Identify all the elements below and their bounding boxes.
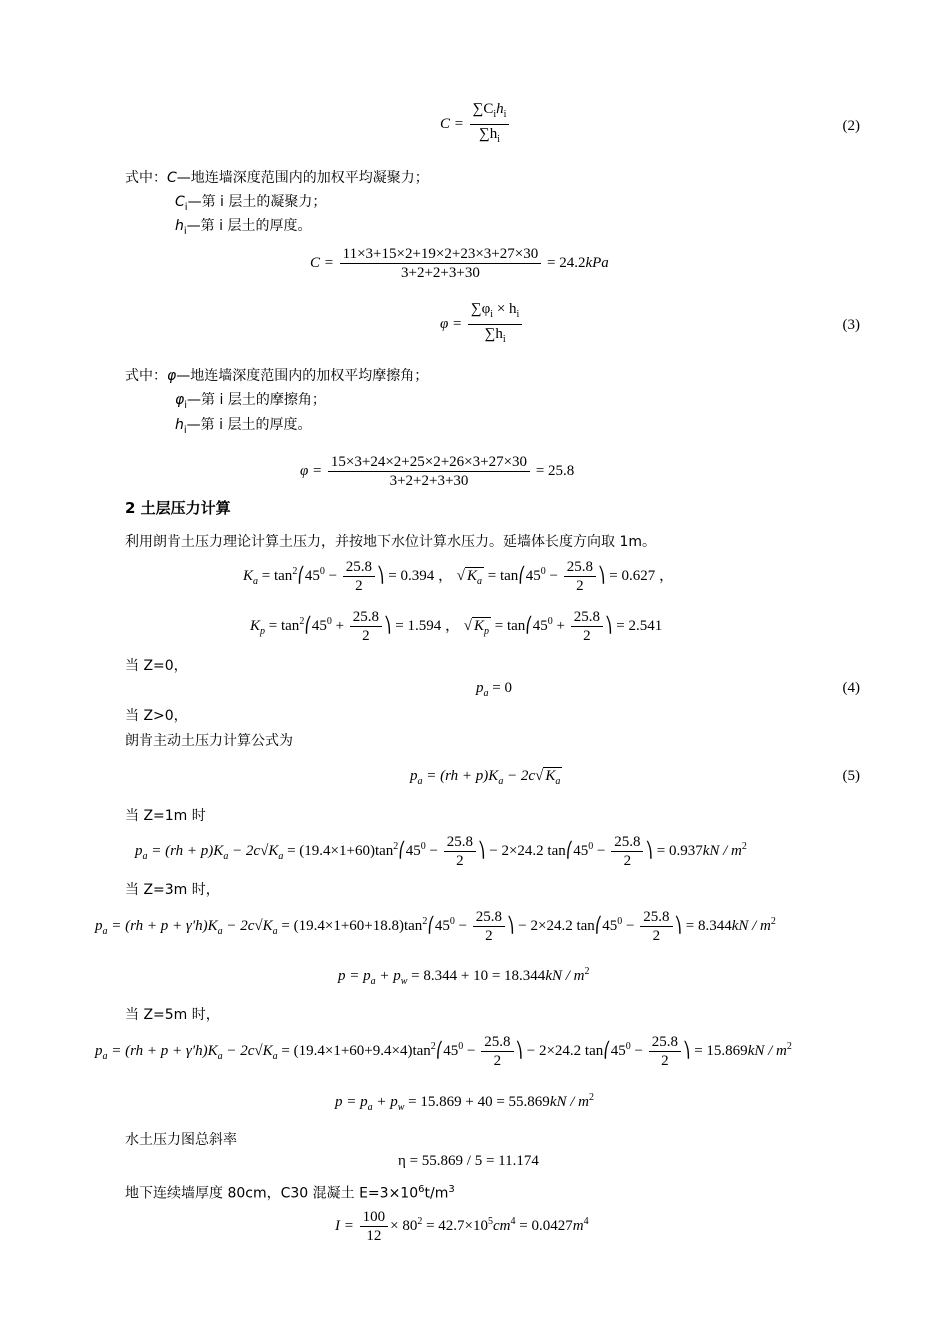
z5-part2-sub: a bbox=[272, 1050, 278, 1062]
z5-frac2 bbox=[649, 1033, 681, 1070]
z5-total-sub1: a bbox=[367, 1102, 373, 1113]
z5-total bbox=[335, 1092, 594, 1113]
kp-sym: K bbox=[250, 617, 261, 634]
eq5-p: p bbox=[410, 768, 418, 784]
sqrt-kp-root: √ bbox=[463, 617, 472, 634]
def-hi-line bbox=[175, 216, 311, 242]
def-phi-text: —地连墙深度范围内的加权平均摩擦角； bbox=[176, 368, 429, 384]
def-ci-line bbox=[175, 192, 326, 218]
z1-frac1 bbox=[444, 833, 476, 870]
wall-text: 地下连续墙厚度 80cm，C30 混凝土 E=3×10 bbox=[125, 1185, 419, 1202]
ka-frac-num: 25.8 bbox=[345, 559, 373, 575]
def-phi-hi-sym: h bbox=[175, 417, 184, 433]
calc-phi bbox=[300, 453, 574, 490]
z1-frac2-den: 2 bbox=[611, 851, 643, 870]
def-hi-sym: h bbox=[175, 218, 184, 234]
kp-frac-num: 25.8 bbox=[352, 609, 380, 625]
sqrt-kp-plus: + bbox=[552, 617, 569, 634]
calc-phi-lhs: φ = bbox=[300, 462, 323, 479]
z5-frac2-num: 25.8 bbox=[651, 1034, 678, 1050]
equation-4 bbox=[476, 680, 512, 699]
sqrt-ka-sub: a bbox=[477, 575, 482, 587]
sqrt-kp-frac-den: 2 bbox=[571, 626, 603, 645]
ka-fraction bbox=[343, 558, 375, 595]
z5-part1-sub: a bbox=[217, 1050, 223, 1062]
sqrt-kp-sym: K bbox=[473, 617, 484, 634]
z3-total-sub1: a bbox=[370, 976, 376, 987]
z3-frac2-den: 2 bbox=[640, 926, 672, 945]
inertia-lhs: I = bbox=[335, 1217, 354, 1234]
z3-p-sub: a bbox=[102, 925, 108, 937]
inertia-rhs4: = 0.0427 bbox=[515, 1217, 573, 1234]
calc-c-unit: kPa bbox=[585, 254, 609, 271]
kp-fraction bbox=[350, 608, 382, 645]
inertia-rhs3-sup: 4 bbox=[510, 1215, 516, 1227]
eq2-number: (2) bbox=[842, 118, 860, 134]
eq4-p: p bbox=[476, 680, 484, 696]
z1-part2: − 2c√K bbox=[228, 842, 279, 859]
z3-part6: ⎞ − 2×24.2 tan⎛45 bbox=[507, 917, 618, 934]
ka-tan: = tan bbox=[261, 567, 293, 584]
z5-frac1-num: 25.8 bbox=[484, 1034, 511, 1050]
z3-part1: = (rh + p + γ′h)K bbox=[107, 917, 218, 934]
sqrt-ka-tan: = tan⎛45 bbox=[484, 567, 541, 584]
z5-unit: kN / m bbox=[747, 1042, 787, 1059]
eq3-den: ∑h bbox=[484, 326, 503, 342]
z1-part4: ⎛45 bbox=[398, 842, 421, 859]
z5-part4: ⎛45 bbox=[435, 1042, 459, 1059]
eq5-p-sub: a bbox=[417, 776, 423, 787]
z3-total-unit: kN / m bbox=[545, 968, 585, 984]
z5-p: p bbox=[95, 1042, 103, 1059]
wall-unit: t/m bbox=[424, 1185, 449, 1202]
inertia-rhs1-sup: 2 bbox=[417, 1215, 423, 1227]
sqrt-kp-frac-num: 25.8 bbox=[573, 609, 601, 625]
z1-part6: ⎞ − 2×24.2 tan⎛45 bbox=[478, 842, 589, 859]
z1-part1: = (rh + p)K bbox=[147, 842, 224, 859]
eq3-fraction bbox=[468, 300, 522, 349]
z0-label: 当 Z=0， bbox=[125, 658, 188, 674]
z5-part1: = (rh + p + γ′h)K bbox=[107, 1042, 218, 1059]
z3-unit: kN / m bbox=[731, 917, 771, 934]
eq5-number: (5) bbox=[842, 768, 860, 784]
z3-frac1 bbox=[473, 908, 505, 945]
ka-minus: − bbox=[324, 567, 341, 584]
z3-p: p bbox=[95, 917, 103, 934]
z5-part6: ⎞ − 2×24.2 tan⎛45 bbox=[515, 1042, 626, 1059]
eq5-k-sub: a bbox=[555, 776, 561, 787]
sqrt-ka-sym: K bbox=[466, 567, 477, 584]
kp-paren-open: ⎛45 bbox=[304, 617, 327, 634]
z3-total bbox=[338, 966, 589, 987]
ka-frac-den: 2 bbox=[343, 576, 375, 595]
z3-part1-sub: a bbox=[217, 925, 223, 937]
slope-label: 水土压力图总斜率 bbox=[125, 1132, 237, 1148]
z3-frac2-num: 25.8 bbox=[643, 909, 670, 925]
def-phii-sym: φ bbox=[175, 392, 185, 408]
eq3-number: (3) bbox=[842, 317, 860, 333]
wall-sup: 6 bbox=[418, 1184, 425, 1195]
z5-frac1-den: 2 bbox=[481, 1051, 513, 1070]
z1-p-sub: a bbox=[142, 850, 148, 862]
z5-part3: = (19.4×1+60+9.4×4)tan bbox=[277, 1042, 431, 1059]
z3-part5: − bbox=[454, 917, 471, 934]
z1-frac2-num: 25.8 bbox=[614, 834, 641, 850]
z5-total-rhs: = 15.869 + 40 = 55.869 bbox=[404, 1094, 550, 1110]
eq2-den-sub: i bbox=[497, 134, 501, 145]
calc-c-den: 3+2+2+3+30 bbox=[340, 263, 542, 282]
z1-part8: ⎞ = 0.937 bbox=[645, 842, 703, 859]
equation-3 bbox=[440, 300, 524, 349]
def-c-sym: C bbox=[167, 170, 177, 186]
z5-total-mid: + p bbox=[372, 1094, 398, 1110]
sqrt-ka-minus: − bbox=[545, 567, 562, 584]
z5-total-sup: 2 bbox=[588, 1092, 594, 1103]
wall-unit-sup: 3 bbox=[448, 1184, 455, 1195]
def-phii-text: —第 i 层土的摩擦角； bbox=[187, 392, 326, 408]
z5-equation: $p_a = (rh + p + \gamma'h)K_a - 2c√K_a$ = $(19.4\times 1+60+9.4\times 4)\tan^2⎛45^0$ − $\frac{25.8}{2}$ ⎞ − 2×24.2 $\tan⎛45^0$ − $\frac{25.8}{2}$ ⎞ = $15.869kN / m^2$ bbox=[95, 1034, 792, 1069]
eq3-den-sub: i bbox=[502, 334, 506, 345]
eq2-num-sub: i bbox=[493, 109, 497, 120]
z3-part7: − bbox=[622, 917, 639, 934]
calc-phi-num: 15×3+24×2+25×2+26×3+27×30 bbox=[330, 454, 528, 470]
def-ci-sub: i bbox=[184, 201, 188, 213]
z1-part1-sub: a bbox=[223, 850, 229, 862]
eq3-num: ∑φ bbox=[470, 301, 491, 317]
z1-unit-sup: 2 bbox=[741, 840, 747, 852]
eq3-lhs: φ = bbox=[440, 315, 463, 332]
z5-part7: − bbox=[630, 1042, 647, 1059]
calc-c-fraction bbox=[340, 245, 542, 282]
def-ci-sym: C bbox=[175, 194, 185, 210]
inertia-fraction bbox=[360, 1208, 389, 1245]
eq2-num2-sub: i bbox=[503, 109, 507, 120]
eq4-sub: a bbox=[483, 688, 489, 699]
slope-equation: η = 55.869 / 5 = 11.174 bbox=[398, 1153, 539, 1169]
def-c-text: —地连墙深度范围内的加权平均凝聚力； bbox=[176, 170, 429, 186]
def-phi-hi-text: —第 i 层土的厚度。 bbox=[186, 417, 312, 433]
sqrt-ka-fraction bbox=[564, 558, 596, 595]
def-phi-sym: φ bbox=[167, 368, 177, 384]
z5-total-unit: kN / m bbox=[549, 1094, 589, 1110]
inertia-rhs2-sup: 5 bbox=[488, 1215, 494, 1227]
def-phi-prefix: 式中： bbox=[125, 368, 167, 384]
z3-total-sup: 2 bbox=[584, 966, 590, 977]
def-ci-text: —第 i 层土的凝聚力； bbox=[187, 194, 327, 210]
def-phii-line bbox=[175, 390, 326, 416]
wall-line bbox=[125, 1180, 455, 1204]
z3-part2: − 2c√K bbox=[222, 917, 273, 934]
sqrt-ka-result: ⎞ = 0.627 ， bbox=[598, 567, 674, 584]
def-phi-hi-sub: i bbox=[183, 424, 187, 436]
z1-part3: = (19.4×1+60)tan bbox=[283, 842, 394, 859]
def-c-prefix: 式中： bbox=[125, 170, 167, 186]
calc-c-rhs: = 24.2 bbox=[546, 254, 586, 271]
eq4-rhs: = 0 bbox=[488, 680, 512, 696]
eq3-num-rest-sub: i bbox=[516, 309, 520, 320]
eq2-den: ∑h bbox=[479, 126, 498, 142]
ka-result: ⎞ = 0.394 ， bbox=[377, 567, 453, 584]
z3-unit-sup: 2 bbox=[770, 915, 776, 927]
z3-part8: ⎞ = 8.344 bbox=[674, 917, 732, 934]
z3-frac1-den: 2 bbox=[473, 926, 505, 945]
sqrt-kp-fraction bbox=[571, 608, 603, 645]
z3-label: 当 Z=3m 时， bbox=[125, 882, 220, 898]
kp-tan: = tan bbox=[268, 617, 300, 634]
calc-c bbox=[310, 245, 609, 282]
z5-label: 当 Z=5m 时， bbox=[125, 1007, 220, 1023]
z3-part2-sub: a bbox=[272, 925, 278, 937]
z5-part5: − bbox=[463, 1042, 480, 1059]
inertia-rhs1: × 80 bbox=[390, 1217, 418, 1234]
def-phi-line bbox=[125, 366, 428, 386]
section-2-heading: 2 土层压力计算 bbox=[125, 499, 231, 517]
eq5-mid: = (rh + p)K bbox=[422, 768, 499, 784]
eq2-fraction bbox=[470, 100, 510, 149]
z1-unit: kN / m bbox=[702, 842, 742, 859]
z5-part2: − 2c√K bbox=[222, 1042, 273, 1059]
inertia-rhs5-sup: 4 bbox=[583, 1215, 589, 1227]
calc-c-num: 11×3+15×2+19×2+23×3+27×30 bbox=[342, 246, 539, 262]
def-hi-sub: i bbox=[183, 225, 187, 237]
eq2-lhs: C = bbox=[440, 115, 464, 132]
eq2-num2: h bbox=[496, 101, 504, 117]
z3-total-rhs: = 8.344 + 10 = 18.344 bbox=[407, 968, 546, 984]
z3-frac2 bbox=[640, 908, 672, 945]
z3-total-mid: + p bbox=[375, 968, 401, 984]
zgt0-text: 朗肯主动土压力计算公式为 bbox=[125, 733, 293, 749]
ka-paren-open: ⎛45 bbox=[297, 567, 320, 584]
equation-2 bbox=[440, 100, 511, 149]
z1-part2-sub: a bbox=[278, 850, 284, 862]
z5-part8: ⎞ = 15.869 bbox=[682, 1042, 748, 1059]
def-hi-text: —第 i 层土的厚度。 bbox=[186, 218, 312, 234]
inertia-rhs5: m bbox=[572, 1217, 584, 1234]
z1-part7: − bbox=[593, 842, 610, 859]
z3-frac1-num: 25.8 bbox=[475, 909, 503, 925]
z3-equation: $p_a = (rh + p + \gamma'h)K_a - 2c√K_a$ = $(19.4\times 1+60+18.8)\tan^2⎛45^0$ − $\frac{25.8}{2}$ ⎞ − 2×24.2 $\tan⎛45^0$ − $\frac{25.8}{2}$ ⎞ = $8.344kN / m^2$ bbox=[95, 909, 776, 944]
sqrt-kp-sub: p bbox=[484, 625, 489, 637]
z5-unit-sup: 2 bbox=[786, 1040, 792, 1052]
inertia-rhs3: cm bbox=[493, 1217, 511, 1234]
sqrt-ka-frac-num: 25.8 bbox=[566, 559, 594, 575]
z3-part3: = (19.4×1+60+18.8)tan bbox=[277, 917, 423, 934]
kp-plus: + bbox=[331, 617, 348, 634]
inertia-num: 100 bbox=[362, 1209, 386, 1225]
kp-line: $K_p$ = $\tan^2⎛45^0$ + $\frac{25.8}{2}$ ⎞ = 1.594 ， √ $K_p$ = $\tan⎛45^0$ + $\frac{25.8}{2}$ ⎞ = 2.541 bbox=[250, 609, 663, 644]
z3-total-sub2: w bbox=[400, 976, 408, 987]
z3-part4: ⎛45 bbox=[427, 917, 450, 934]
inertia-den: 12 bbox=[360, 1226, 389, 1245]
ka-line: $K_a$ = $\tan^2⎛45^0$ − $\frac{25.8}{2}$ ⎞ = 0.394 ， √ $K_a$ = $\tan⎛45^0$ − $\frac{25.8}{2}$ ⎞ = 0.627 ， bbox=[243, 559, 674, 594]
eq2-num: ∑C bbox=[472, 101, 494, 117]
kp-sub: p bbox=[260, 625, 266, 637]
eq4-number: (4) bbox=[842, 680, 860, 696]
sqrt-kp-tan: = tan⎛45 bbox=[491, 617, 548, 634]
z1-part5: − bbox=[425, 842, 442, 859]
z1-frac1-den: 2 bbox=[444, 851, 476, 870]
z1-frac1-num: 25.8 bbox=[446, 834, 474, 850]
ka-sub: a bbox=[253, 575, 259, 587]
z5-total-p: p = p bbox=[335, 1094, 368, 1110]
calc-c-lhs: C = bbox=[310, 254, 334, 271]
z3-total-p: p = p bbox=[338, 968, 371, 984]
z5-frac2-den: 2 bbox=[649, 1051, 681, 1070]
eq3-num-rest: × h bbox=[493, 301, 517, 317]
inertia-rhs2: = 42.7×10 bbox=[422, 1217, 489, 1234]
z1-frac2 bbox=[611, 833, 643, 870]
def-phii-sub: i bbox=[184, 399, 188, 411]
z1-equation: $p_a = (rh + p)K_a - 2c√K_a$ = $(19.4\times 1+60)\tan^2⎛45^0$ − $\frac{25.8}{2}$ ⎞ − 2×24.2 $\tan⎛45^0$ − $\frac{25.8}{2}$ ⎞ = $0.937kN / m^2$ bbox=[135, 834, 747, 869]
z1-label: 当 Z=1m 时 bbox=[125, 808, 206, 824]
eq5-k: K bbox=[545, 768, 556, 784]
z5-total-sub2: w bbox=[397, 1102, 405, 1113]
kp-frac-den: 2 bbox=[350, 626, 382, 645]
sqrt-ka-root: √ bbox=[456, 567, 465, 584]
intro-paragraph: 利用朗肯土压力理论计算土压力，并按地下水位计算水压力。延墙体长度方向取 1m。 bbox=[125, 534, 656, 550]
sqrt-kp-result: ⎞ = 2.541 bbox=[605, 617, 663, 634]
calc-phi-rhs: = 25.8 bbox=[535, 462, 575, 479]
eq5-mid-sub: a bbox=[498, 776, 504, 787]
zgt0-label: 当 Z>0， bbox=[125, 708, 188, 724]
eq5-tail: − 2c√ bbox=[503, 768, 544, 784]
eq3-num-sub: i bbox=[490, 309, 494, 320]
def-phi-hi-line bbox=[175, 415, 311, 441]
sqrt-ka-frac-den: 2 bbox=[564, 576, 596, 595]
z5-frac1 bbox=[481, 1033, 513, 1070]
calc-phi-fraction bbox=[328, 453, 530, 490]
equation-5 bbox=[410, 768, 562, 787]
kp-result: ⎞ = 1.594 ， bbox=[384, 617, 460, 634]
def-c-line bbox=[125, 168, 429, 188]
z1-p: p bbox=[135, 842, 143, 859]
inertia-equation bbox=[335, 1208, 589, 1245]
z5-p-sub: a bbox=[102, 1050, 108, 1062]
ka-sym: K bbox=[243, 567, 254, 584]
calc-phi-den: 3+2+2+3+30 bbox=[328, 471, 530, 490]
